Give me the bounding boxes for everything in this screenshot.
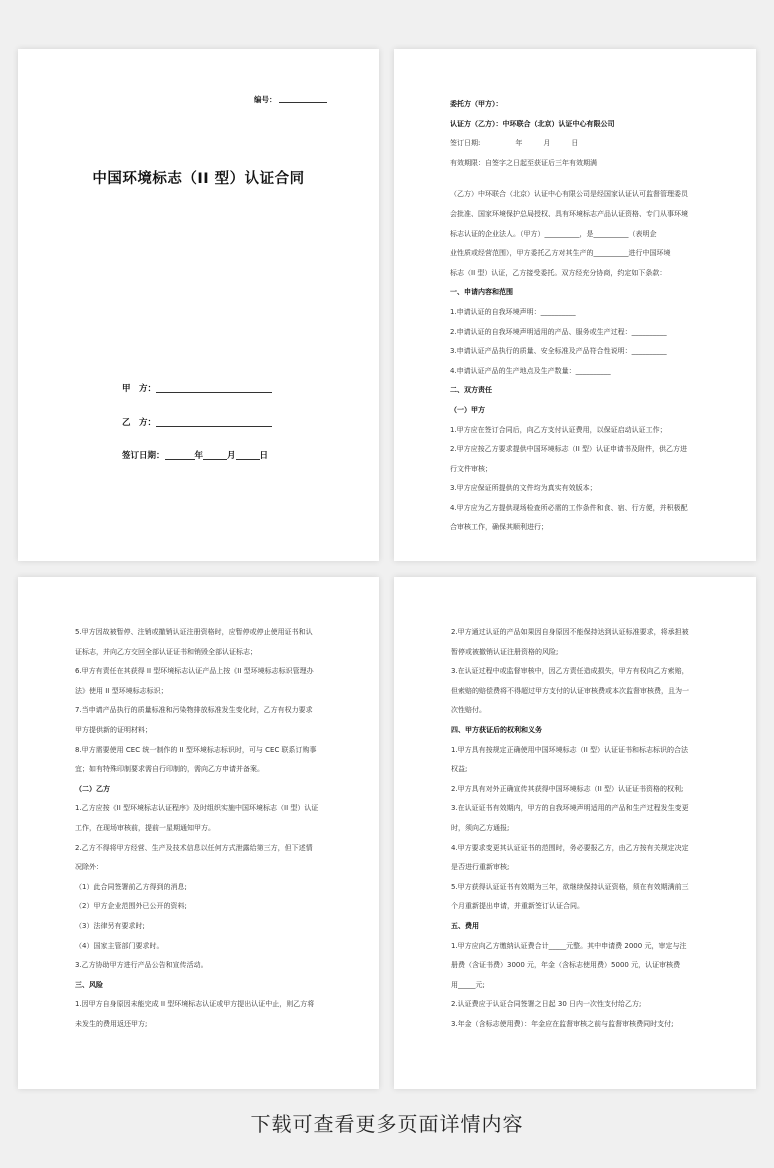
body-line: （2）甲方企业范围外已公开的资料; <box>75 902 187 911</box>
body-line: 2.甲方应按乙方要求提供中国环境标志（II 型）认证申请书及附件，供乙方进 <box>450 445 688 454</box>
body-line: 工作，在现场审核前，提前一星期通知甲方。 <box>75 823 215 832</box>
body-line: 2.认证费应于认证合同签署之日起 30 日内一次性支付给乙方; <box>451 1000 642 1009</box>
body-line: 会批准、国家环境保护总局授权、具有环境标志产品认证资格、专门从事环境 <box>450 209 688 218</box>
party-b-signature-line <box>122 416 272 428</box>
sign-day-label: 日 <box>259 451 269 461</box>
body-line: 次性赔付。 <box>451 706 486 715</box>
body-line: 4.甲方要求变更其认证证书的范围时，务必要报乙方，由乙方按有关规定决定 <box>451 843 689 852</box>
body-line: 3.年金（含标志使用费）：年金应在监督审核之前与监督审核费同时支付; <box>451 1019 674 1028</box>
body-line: 宜；如有特殊印制要求需自行印制的，需向乙方申请并备案。 <box>75 765 264 774</box>
body-line: （乙方）中环联合（北京）认证中心有限公司是经国家认证认可监督管理委员 <box>450 190 688 199</box>
body-line: 1.甲方应向乙方缴纳认证费合计_____元整。其中申请费 2000 元，审定与注 <box>451 941 687 950</box>
body-line: 7.当申请产品执行的质量标准和污染物排放标准发生变化时，乙方有权力要求 <box>75 706 313 715</box>
body-line: 行文件审核； <box>450 464 492 473</box>
contract-number-field <box>254 94 327 105</box>
body-line: 3.申请认证产品执行的质量、安全标准及产品符合性说明：__________ <box>450 347 667 356</box>
body-line: 一、申请内容和范围 <box>450 288 513 297</box>
body-line: 1.申请认证的自我环境声明：__________ <box>450 307 576 316</box>
day-blank <box>236 449 260 460</box>
body-line: 时，须向乙方通报; <box>451 823 510 832</box>
body-line: 8.甲方需要使用 CEC 统一制作的 II 型环境标志标识时，可与 CEC 联系订购事 <box>75 745 317 754</box>
party-b-blank <box>156 416 272 427</box>
body-line: 五、费用 <box>451 921 479 930</box>
body-line: 用_____元; <box>451 980 485 989</box>
body-line: 1.因甲方自身原因未能完成 II 型环境标志认证或甲方提出认证中止，则乙方将 <box>75 1000 315 1009</box>
body-line: 三、风险 <box>75 980 103 989</box>
body-line: 册费（含证书费）3000 元，年金（含标志使用费）5000 元，认证审核费 <box>451 961 681 970</box>
body-line: 3.在认证过程中或监督审核中，因乙方责任造成损失，甲方有权向乙方索赔， <box>451 667 689 676</box>
party-a-blank <box>156 382 272 393</box>
sign-month-label: 月 <box>227 451 236 461</box>
body-line: 法》使用 II 型环境标志标识； <box>75 686 168 695</box>
body-line: 暂停或被撤销认证注册资格的风险; <box>451 647 559 656</box>
body-line: 委托方（甲方）： <box>450 100 503 108</box>
page-4-body-text <box>451 622 711 1033</box>
download-caption: 下载可查看更多页面详情内容 <box>250 1112 524 1136</box>
body-line: 认证方（乙方）：中环联合（北京）认证中心有限公司 <box>450 119 615 128</box>
body-line: 业性质或经营范围），甲方委托乙方对其生产的__________进行中国环境 <box>450 249 671 258</box>
contract-page-2 <box>394 49 756 561</box>
body-line <box>450 172 712 184</box>
body-line: 6.甲方有责任在其获得 II 型环境标志认证产品上按《II 型环境标志标识管理办 <box>75 667 314 676</box>
body-line: 5.甲方因故被暂停、注销或撤销认证注册资格时，应暂停或停止使用证书和认 <box>75 628 313 636</box>
body-line: （1）此合同签署前乙方得到的消息; <box>75 882 187 891</box>
page-2-body-text <box>450 94 712 537</box>
body-line: 1.甲方应在签订合同后，向乙方支付认证费用，以保证启动认证工作； <box>450 425 667 434</box>
body-line: 有效期限：自签字之日起至获证后三年有效期满 <box>450 158 597 167</box>
contract-page-4 <box>394 577 756 1089</box>
contract-number-label: 编号： <box>254 95 277 104</box>
page-3-body-text <box>75 622 334 1033</box>
body-line: 标志（II 型）认证，乙方接受委托。双方经充分协商，约定如下条款： <box>450 268 667 277</box>
body-line: 2.乙方不得将甲方经营、生产及技术信息以任何方式泄露给第三方，但下述情 <box>75 843 313 852</box>
body-line: 2.甲方通过认证的产品如果因自身原因不能保持达到认证标准要求，将承担被 <box>451 628 689 636</box>
month-blank <box>203 449 227 460</box>
body-line: （3）法律另有要求时; <box>75 921 145 930</box>
body-line: 3.在认证证书有效期内，甲方的自我环境声明适用的产品和生产过程发生变更 <box>451 804 689 813</box>
body-line: 5.甲方获得认证证书有效期为三年，欲继续保持认证资格，须在有效期满前三 <box>451 882 689 891</box>
sign-date-line <box>122 449 268 461</box>
contract-title: 中国环境标志（II 型）认证合同 <box>92 171 305 187</box>
body-line: 签订日期: 年 月 日 <box>450 139 579 148</box>
sign-date-label: 签订日期： <box>122 451 165 461</box>
contract-page-3 <box>18 577 379 1089</box>
body-line: 2.甲方具有对外正确宣传其获得中国环境标志（II 型）认证证书资格的权利; <box>451 784 684 793</box>
body-line: 未发生的费用返还甲方; <box>75 1019 148 1028</box>
body-line: （4）国家主管部门要求时。 <box>75 941 164 950</box>
body-line: 况除外： <box>75 863 103 872</box>
body-line: 甲方提供新的证明材料； <box>75 725 152 734</box>
body-line: 3.甲方应保证所提供的文件均为真实有效版本； <box>450 484 597 493</box>
body-line: 1.乙方应按《II 型环境标志认证程序》及时组织实施中国环境标志（II 型）认证 <box>75 804 319 813</box>
sign-year-label: 年 <box>194 451 204 461</box>
body-line: 3.乙方协助甲方进行产品公告和宣传活动。 <box>75 961 208 970</box>
body-line: 四、甲方获证后的权利和义务 <box>451 725 542 734</box>
body-line: 二、双方责任 <box>450 386 492 395</box>
body-line: 2.申请认证的自我环境声明适用的产品、服务或生产过程：__________ <box>450 327 667 336</box>
body-line: 证标志，并向乙方交回全部认证证书和销毁全部认证标志； <box>75 647 257 656</box>
contract-page-cover <box>18 49 379 561</box>
year-blank <box>165 449 195 460</box>
party-b-label: 乙 方： <box>122 418 157 428</box>
body-line: 个月重新提出申请，并重新签订认证合同。 <box>451 902 584 911</box>
body-line: 4.甲方应为乙方提供现场检查所必需的工作条件和食、宿、行方便，并积极配 <box>450 503 688 512</box>
party-a-signature-line <box>122 382 272 394</box>
body-line: 1.甲方具有按规定正确使用中国环境标志（II 型）认证证书和标志标识的合法 <box>451 745 689 754</box>
party-a-label: 甲 方： <box>122 384 157 394</box>
body-line: 4.申请认证产品的生产地点及生产数量：__________ <box>450 366 611 375</box>
body-line: （二）乙方 <box>75 784 110 793</box>
contract-number-blank <box>279 94 327 103</box>
body-line: （一）甲方 <box>450 405 485 414</box>
body-line: 标志认证的企业法人。（甲方）__________，是__________（表明企 <box>450 229 657 238</box>
body-line: 但索赔的赔偿费将不得超过甲方支付的认证审核费或本次监督审核费，且为一 <box>451 686 689 695</box>
body-line: 是否进行重新审核; <box>451 863 510 872</box>
body-line: 权益; <box>451 765 468 774</box>
body-line: 合审核工作，确保其顺利进行； <box>450 523 548 532</box>
